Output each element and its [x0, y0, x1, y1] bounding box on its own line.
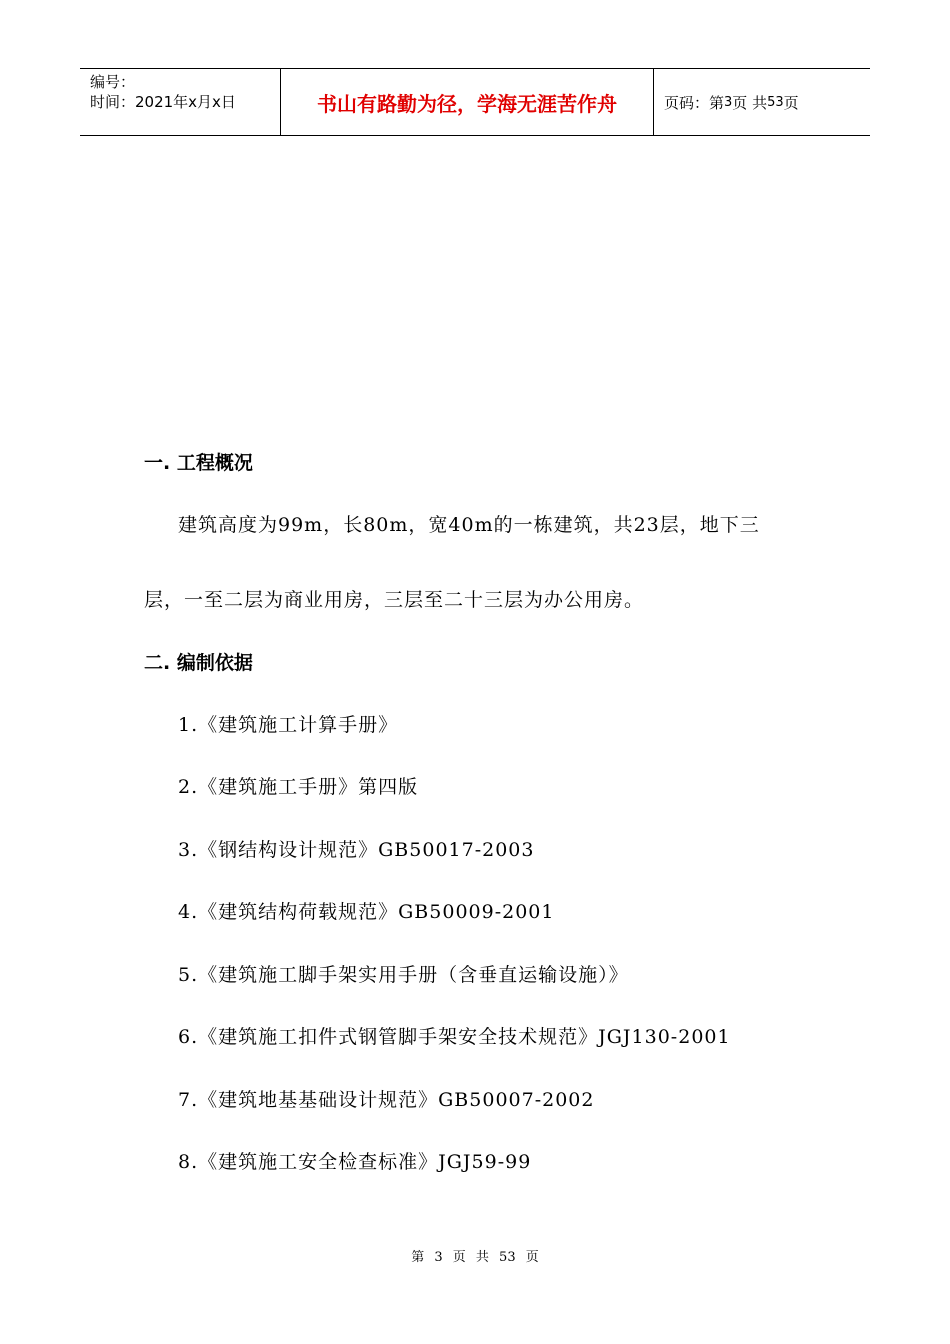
- list-item: 7.《建筑地基基础设计规范》GB50007-2002: [178, 1089, 595, 1111]
- header-page-info: [654, 69, 870, 135]
- page-current: 3: [724, 94, 733, 110]
- section-heading-overview: 一. 工程概况: [144, 452, 253, 474]
- page-footer: 第 3 页 共 53 页: [411, 1250, 539, 1265]
- header-motto: 书山有路勤为径，学海无涯苦作舟: [281, 69, 654, 135]
- page-end-label: 页: [783, 93, 799, 112]
- document-date: 时间：2021年x月x日: [90, 93, 236, 111]
- page-label: 页码：第: [664, 93, 725, 112]
- list-item: 6.《建筑施工扣件式钢管脚手架安全技术规范》JGJ130-2001: [178, 1026, 731, 1048]
- header-info-cell: [80, 69, 281, 135]
- overview-paragraph-line1: 建筑高度为99m，长80m，宽40m的一栋建筑，共23层，地下三: [178, 514, 760, 536]
- section-heading-basis: 二. 编制依据: [144, 652, 253, 674]
- page-mid-label: 页 共: [732, 93, 768, 112]
- page-total: 53: [767, 94, 784, 110]
- list-item: 8.《建筑施工安全检查标准》JGJ59-99: [178, 1151, 532, 1173]
- list-item: 1.《建筑施工计算手册》: [178, 714, 399, 736]
- document-number-label: 编号：: [90, 73, 136, 91]
- overview-paragraph-line2: 层，一至二层为商业用房，三层至二十三层为办公用房。: [144, 589, 645, 611]
- list-item: 3.《钢结构设计规范》GB50017-2003: [178, 839, 535, 861]
- list-item: 5.《建筑施工脚手架实用手册（含垂直运输设施）》: [178, 964, 629, 986]
- list-item: 2.《建筑施工手册》第四版: [178, 776, 419, 798]
- page-header: [80, 68, 870, 136]
- list-item: 4.《建筑结构荷载规范》GB50009-2001: [178, 901, 555, 923]
